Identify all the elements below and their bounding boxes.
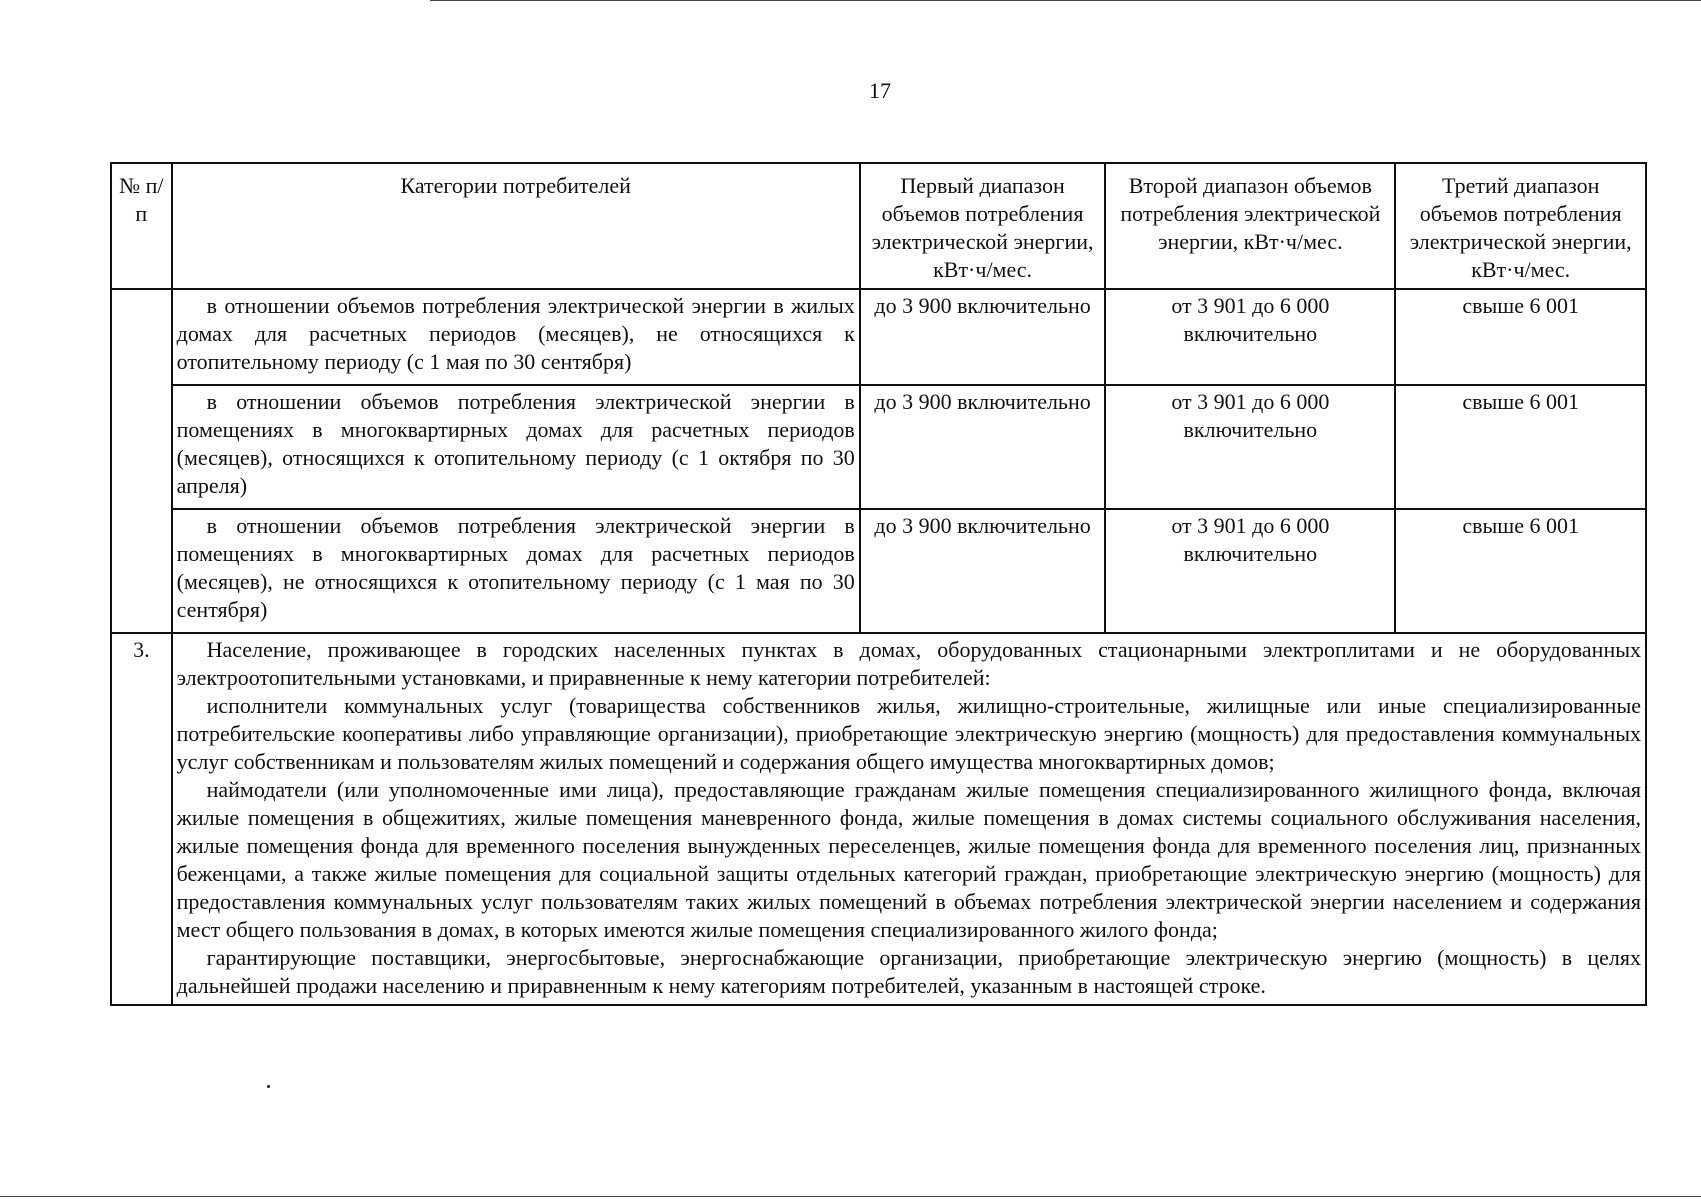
section-3-paragraph: наймодатели (или уполномоченные ими лица), предоставляющие гражданам жилые помещения специализированного жилищного фонда, включая жилые помещения в общежитиях, жилые помещения маневренного фонда, жилые помещения в домах системы социального обслуживания населения, жилые помещения фонда для временного поселения вынужденных переселенцев, жилые помещения фонда для временного поселения лиц, признанных беженцами, а также жилые помещения для социальной защиты отдельных категорий граждан, приобретающие электрическую энергию (мощность) для предоставления коммунальных услуг пользователям таких жилых помещений в объемах потребления электрической энергии населением и содержания мест общего пользования в домах, в которых имеются жилые помещения специализированного жилого фонда; [176, 777, 1641, 942]
row-range2: от 3 901 до 6 000 включительно [1105, 385, 1395, 509]
row-range1: до 3 900 включительно [860, 509, 1106, 633]
table-header-row [111, 163, 1646, 289]
header-range2: Второй диапазон объемов потребления электрической энергии, кВт·ч/мес. [1105, 163, 1395, 289]
page-number: 17 [869, 78, 891, 103]
tariff-table [110, 162, 1647, 1006]
section-3-text [172, 633, 1646, 1005]
header-category: Категории потребителей [172, 163, 860, 289]
table-row [111, 509, 1646, 633]
row-category: в отношении объемов потребления электрической энергии в помещениях в многоквартирных домах для расчетных периодов (месяцев), не относящихся к отопительному периоду (с 1 мая по 30 сентября) [172, 509, 860, 633]
section-3-paragraph: исполнители коммунальных услуг (товарищества собственников жилья, жилищно-строительные, жилищные или иные специализированные потребительские кооперативы либо управляющие организации), приобретающие электрическую энергию (мощность) для предоставления коммунальных услуг собственникам и пользователям жилых помещений и содержания общего имущества многоквартирных домов; [176, 693, 1641, 774]
header-range3: Третий диапазон объемов потребления электрической энергии, кВт·ч/мес. [1395, 163, 1646, 289]
table-row [111, 385, 1646, 509]
row-num-empty [111, 289, 172, 633]
row-range3: свыше 6 001 [1395, 509, 1646, 633]
section-3-paragraph: гарантирующие поставщики, энергосбытовые, энергоснабжающие организации, приобретающие электрическую энергию (мощность) в целях дальнейшей продажи населению и приравненным к нему категориям потребителей, указанным в настоящей строке. [176, 945, 1641, 998]
row-range3: свыше 6 001 [1395, 385, 1646, 509]
row-range1: до 3 900 включительно [860, 289, 1106, 385]
section-3-paragraph: Население, проживающее в городских населенных пунктах в домах, оборудованных стационарными электроплитами и не оборудованных электроотопительными установками, и приравненные к нему категории потребителей: [176, 637, 1641, 690]
scan-speck [267, 1085, 270, 1088]
header-num: № п/п [111, 163, 172, 289]
row-category: в отношении объемов потребления электрической энергии в помещениях в многоквартирных домах для расчетных периодов (месяцев), относящихся к отопительному периоду (с 1 октября по 30 апреля) [172, 385, 860, 509]
table-row [111, 289, 1646, 385]
row-range3: свыше 6 001 [1395, 289, 1646, 385]
scan-edge-bottom [0, 1196, 1701, 1197]
table-row-section-3 [111, 633, 1646, 1005]
row-range1: до 3 900 включительно [860, 385, 1106, 509]
row-range2: от 3 901 до 6 000 включительно [1105, 289, 1395, 385]
section-3-num: 3. [111, 633, 172, 1005]
row-range2: от 3 901 до 6 000 включительно [1105, 509, 1395, 633]
header-range1: Первый диапазон объемов потребления электрической энергии, кВт·ч/мес. [860, 163, 1106, 289]
row-category: в отношении объемов потребления электрической энергии в жилых домах для расчетных периодов (месяцев), не относящихся к отопительному периоду (с 1 мая по 30 сентября) [172, 289, 860, 385]
scan-edge-top [430, 0, 1701, 1]
